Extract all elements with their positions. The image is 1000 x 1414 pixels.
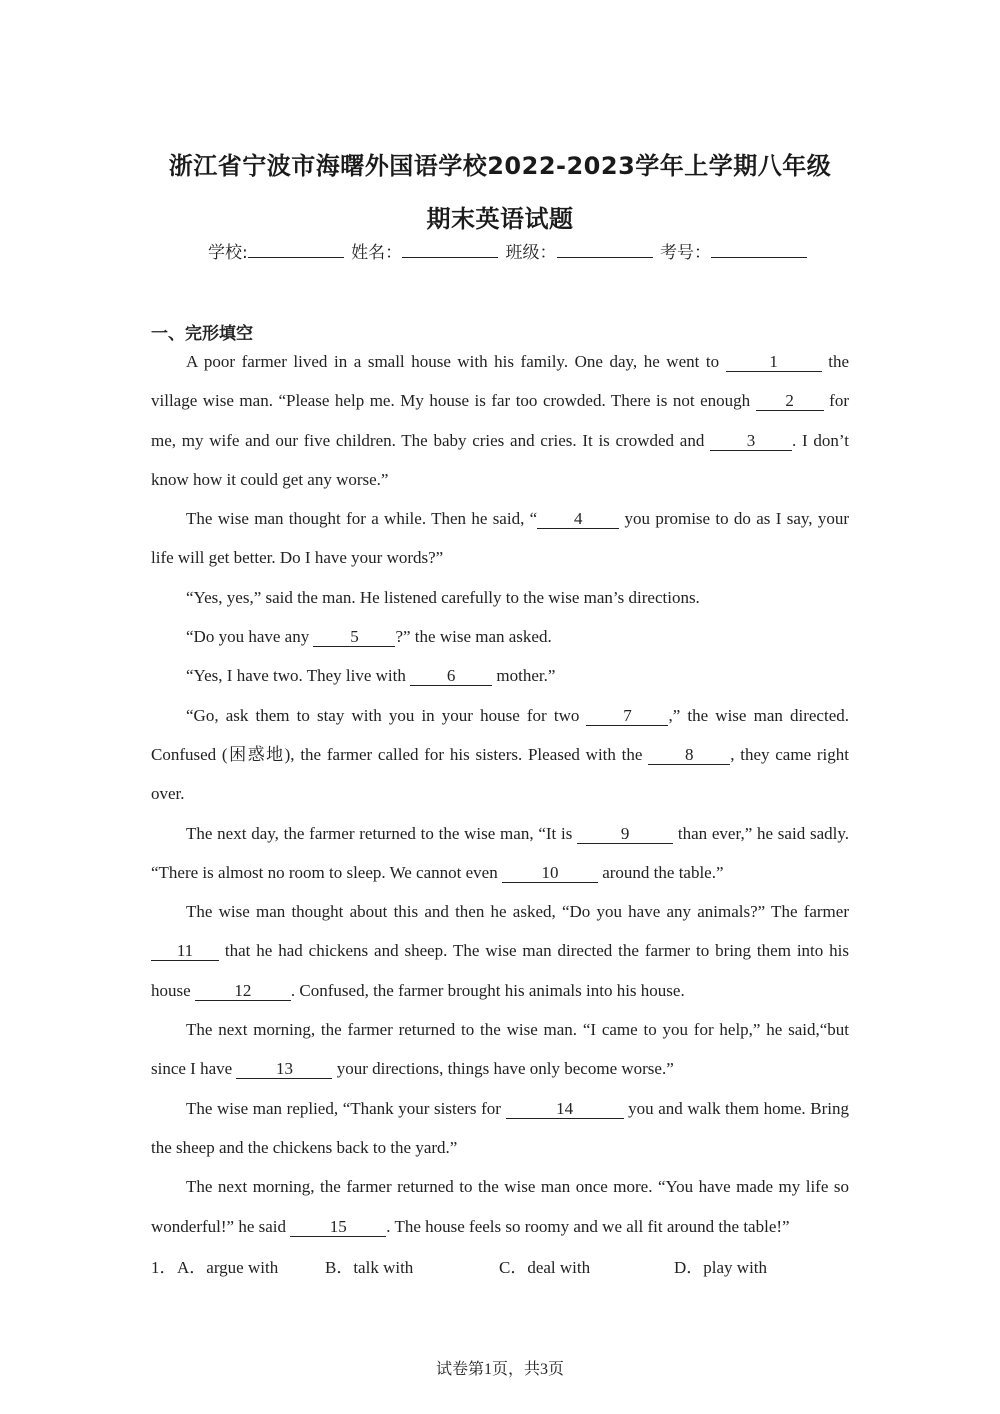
text: the village wise man. “Please help me. My house is far too crowded. There is not enough: [151, 352, 849, 411]
option-c[interactable]: C．deal with: [499, 1258, 591, 1277]
text: you and walk them home. Bring the sheep and the chickens back to the yard.”: [151, 1098, 849, 1157]
blank-10: 10: [502, 864, 598, 883]
blank-9: 9: [577, 825, 673, 844]
section-heading: 一、完形填空: [151, 324, 253, 344]
option-b[interactable]: B．talk with: [325, 1258, 414, 1277]
blank-8: 8: [648, 746, 730, 765]
paragraph: [151, 499, 849, 578]
blank-5: 5: [313, 628, 395, 647]
blank-2: 2: [756, 392, 824, 411]
text: The wise man thought about this and then he asked, “Do you have any animals?” The farmer: [186, 902, 849, 922]
text: A poor farmer lived in a small house with his family. One day, he went to: [186, 352, 726, 371]
text: that he had chickens and sheep. The wise man directed the farmer to bring them into his house: [151, 941, 849, 1000]
text: The wise man thought for a while. Then he said, “: [186, 509, 538, 529]
text: you promise to do as I say, your life will get better. Do I have your words?”: [151, 509, 849, 568]
blank-13: 13: [236, 1060, 332, 1079]
paragraph: [151, 1010, 849, 1089]
option-a[interactable]: A．argue with: [177, 1258, 279, 1277]
text: . Confused, the farmer brought his animals into his house.: [290, 980, 685, 1000]
paragraph: [151, 1089, 849, 1168]
paragraph: [151, 696, 849, 814]
text: The next day, the farmer returned to the wise man, “It is: [186, 823, 578, 843]
class-label: 班级：: [505, 243, 557, 263]
blank-1: 1: [726, 353, 822, 372]
paragraph: [151, 617, 849, 656]
blank-6: 6: [410, 667, 492, 686]
blank-3: 3: [710, 432, 792, 451]
text: ?” the wise man asked.: [395, 627, 552, 647]
text: . The house feels so roomy and we all fit around the table!”: [386, 1216, 790, 1236]
text: The next morning, the farmer returned to the wise man once more. “You have made my life so wonderful!” he said: [151, 1177, 849, 1236]
paragraph: [151, 814, 849, 893]
exam-number-label: 考号：: [659, 243, 711, 263]
blank-4: 4: [537, 510, 619, 529]
text: than ever,” he said sadly. “There is almost no room to sleep. We cannot even: [151, 823, 849, 882]
blank-7: 7: [586, 707, 668, 726]
page-footer: 试卷第1页，共3页: [435, 1361, 564, 1378]
paragraph: [151, 342, 849, 499]
text: “Yes, I have two. They live with: [186, 666, 411, 686]
class-field[interactable]: [557, 243, 653, 258]
student-info-row: [208, 238, 809, 263]
text: mother.”: [492, 666, 556, 686]
blank-12: 12: [195, 982, 291, 1001]
text: around the table.”: [597, 862, 724, 882]
school-label: 学校:: [208, 243, 248, 263]
text: , they came right over.: [151, 744, 849, 804]
paragraph: [151, 656, 849, 695]
paragraph: [151, 1167, 849, 1246]
exam-number-field[interactable]: [711, 243, 807, 258]
blank-14: 14: [506, 1100, 624, 1119]
text: “Do you have any: [186, 627, 314, 647]
name-field[interactable]: [402, 243, 498, 258]
school-field[interactable]: [248, 243, 344, 258]
option-d[interactable]: D．play with: [674, 1258, 768, 1277]
text: The next morning, the farmer returned to the wise man. “I came to you for help,” he said,“but since I have: [151, 1020, 849, 1079]
name-label: 姓名：: [351, 243, 403, 263]
text: for me, my wife and our five children. The baby cries and cries. It is crowded and: [151, 391, 849, 450]
question-number: 1．: [151, 1258, 177, 1277]
text: . I don’t know how it could get any worse.”: [151, 430, 849, 489]
text: “Go, ask them to stay with you in your house for two: [186, 705, 587, 725]
exam-title-line-1: 浙江省宁波市海曙外国语学校2022-2023学年上学期八年级: [168, 152, 832, 180]
paragraph: [151, 892, 849, 1010]
text: your directions, things have only become worse.”: [332, 1059, 674, 1079]
blank-11: 11: [151, 942, 219, 961]
blank-15: 15: [290, 1218, 386, 1237]
paragraph: “Yes, yes,” said the man. He listened carefully to the wise man’s directions.: [186, 587, 700, 607]
exam-title-line-2: 期末英语试题: [426, 205, 574, 233]
text: ,” the wise man directed. Confused (困惑地), the farmer called for his sisters. Pleased with the: [151, 705, 849, 764]
text: The wise man replied, “Thank your sisters for: [186, 1098, 506, 1118]
cloze-passage: [151, 342, 849, 1246]
